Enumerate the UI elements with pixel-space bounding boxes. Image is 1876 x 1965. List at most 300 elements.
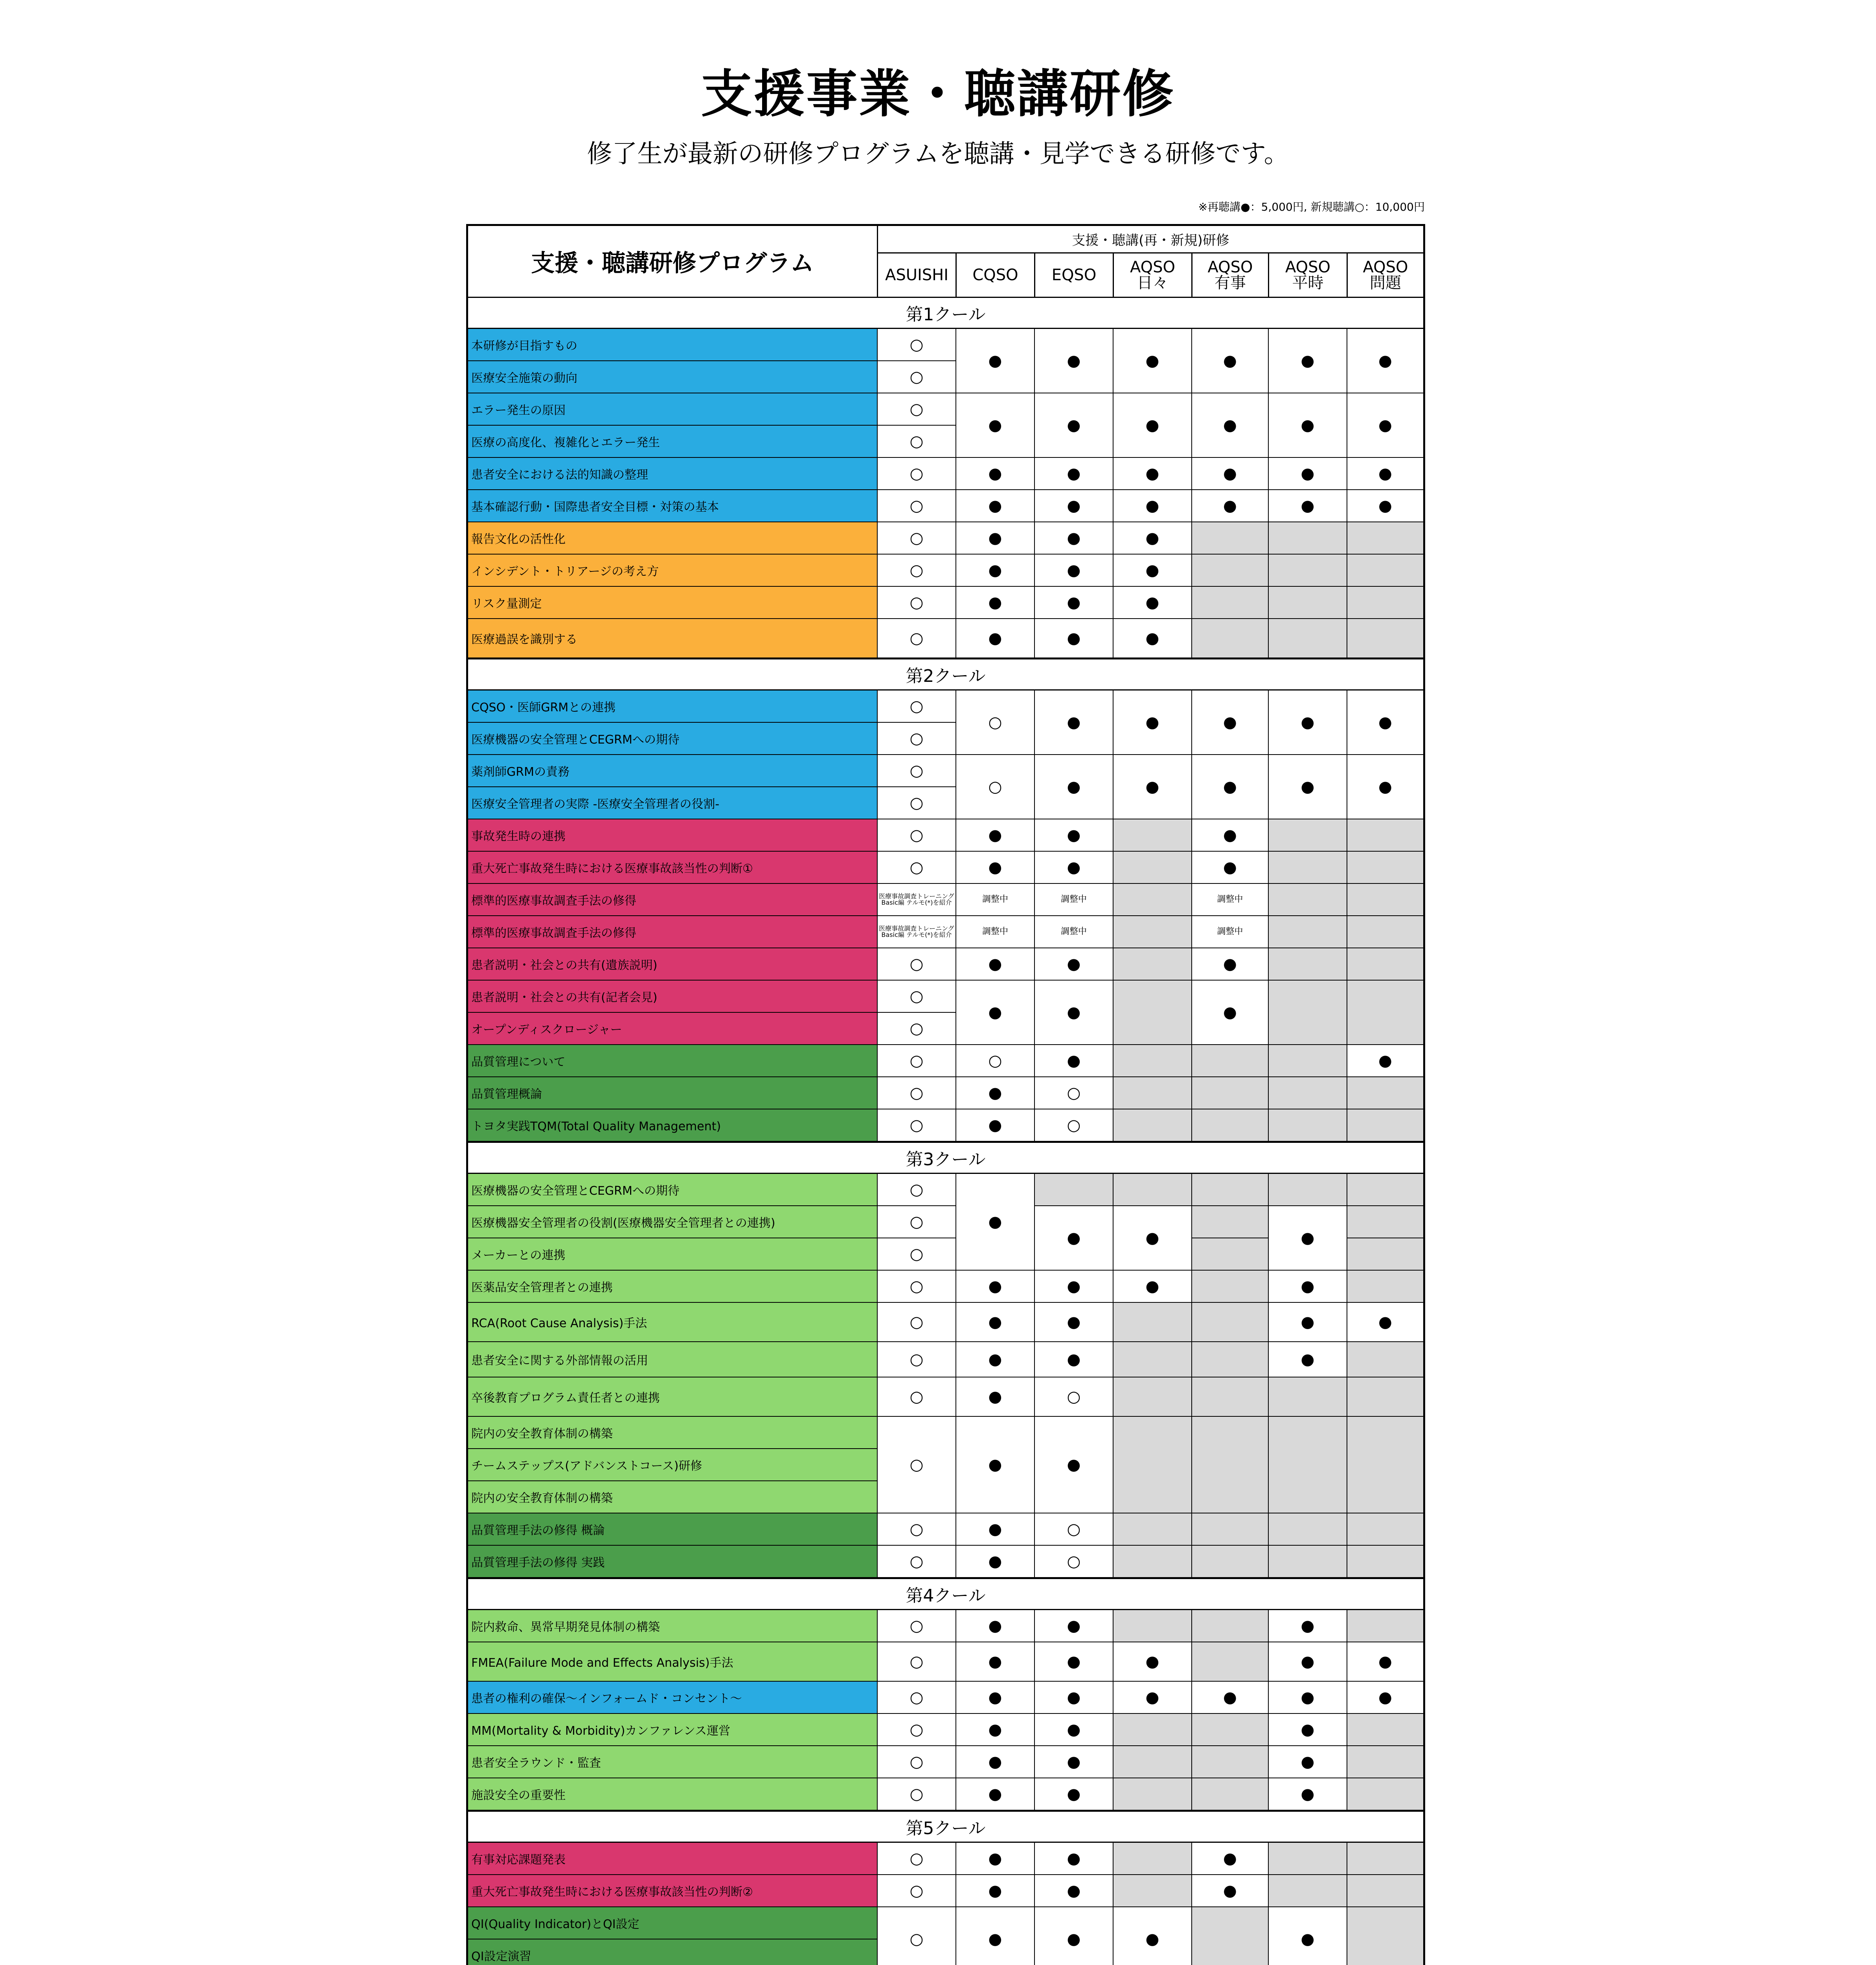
program-row: 医療機器安全管理者の役割(医療機器安全管理者との連携) [468, 1206, 877, 1238]
mark-filled: ● [1034, 458, 1113, 490]
mark-filled: ● [1347, 1303, 1423, 1342]
program-row: 患者安全ラウンド・監査 [468, 1746, 877, 1778]
program-row: リスク量測定 [468, 587, 877, 619]
mark-na [1347, 1546, 1423, 1578]
mark-filled: ● [1191, 981, 1268, 1045]
mark-open: ○ [877, 426, 955, 458]
program-row: 施設安全の重要性 [468, 1778, 877, 1811]
mark-na [1268, 1045, 1347, 1077]
mark-filled: ● [1113, 1206, 1191, 1271]
column-header: AQSO 問題 [1347, 253, 1423, 297]
mark-filled: ● [1034, 1875, 1113, 1907]
program-row: FMEA(Failure Mode and Effects Analysis)手法 [468, 1642, 877, 1682]
mark-na [1113, 1714, 1191, 1746]
mark-na [1113, 1546, 1191, 1578]
mark-open: ○ [877, 1907, 955, 1965]
group-header: 支援・聴講(再・新規)研修 [877, 226, 1423, 253]
program-row: 医薬品安全管理者との連携 [468, 1271, 877, 1303]
mark-open: ○ [877, 1546, 955, 1578]
mark-open: ○ [877, 1642, 955, 1682]
mark-filled: ● [1268, 1714, 1347, 1746]
program-row: 医療安全施策の動向 [468, 361, 877, 393]
mark-open: ○ [1034, 1109, 1113, 1142]
mark-filled: ● [1034, 1417, 1113, 1513]
mark-open: ○ [877, 1109, 955, 1142]
mark-filled: ● [1113, 1271, 1191, 1303]
mark-filled: ● [1034, 393, 1113, 458]
mark-filled: ● [1268, 1610, 1347, 1642]
mark-adjusting: 調整中 [955, 916, 1034, 948]
mark-filled: ● [955, 555, 1034, 587]
mark-na [1268, 1546, 1347, 1578]
mark-filled: ● [955, 490, 1034, 522]
mark-open: ○ [877, 1238, 955, 1271]
mark-na [1191, 1109, 1268, 1142]
mark-na [1268, 852, 1347, 884]
mark-filled: ● [1113, 587, 1191, 619]
mark-filled: ● [1034, 1610, 1113, 1642]
mark-filled: ● [1034, 522, 1113, 555]
mark-na [1347, 948, 1423, 981]
mark-filled: ● [1268, 1206, 1347, 1271]
mark-filled: ● [1034, 1303, 1113, 1342]
page-title: 支援事業・聴講研修 [701, 64, 1175, 124]
mark-na [1113, 1342, 1191, 1377]
program-row: 医療過誤を識別する [468, 619, 877, 658]
mark-open: ○ [955, 1045, 1034, 1077]
mark-na [1191, 1417, 1268, 1513]
mark-na [1034, 1174, 1113, 1206]
program-row: 薬剤師GRMの責務 [468, 755, 877, 787]
mark-na [1268, 948, 1347, 981]
mark-na [1347, 1271, 1423, 1303]
mark-open: ○ [877, 361, 955, 393]
page-subtitle: 修了生が最新の研修プログラムを聴講・見学できる研修です。 [587, 140, 1289, 169]
mark-filled: ● [1268, 1271, 1347, 1303]
mark-filled: ● [1268, 329, 1347, 393]
mark-na [1191, 1238, 1268, 1271]
mark-filled: ● [1191, 1682, 1268, 1714]
mark-note: 医療事故調査トレーニングBasic編 テルモ(*)を紹介 [877, 884, 955, 916]
mark-filled: ● [1034, 1342, 1113, 1377]
program-row: MM(Mortality & Morbidity)カンファレンス運営 [468, 1714, 877, 1746]
mark-na [1268, 916, 1347, 948]
program-row: 医療の高度化、複雑化とエラー発生 [468, 426, 877, 458]
program-row: 院内の安全教育体制の構築 [468, 1417, 877, 1449]
mark-filled: ● [1034, 490, 1113, 522]
mark-na [1347, 884, 1423, 916]
mark-filled: ● [955, 1610, 1034, 1642]
program-row: インシデント・トリアージの考え方 [468, 555, 877, 587]
mark-na [1268, 981, 1347, 1045]
program-row: QI設定演習 [468, 1939, 877, 1965]
mark-na [1191, 1377, 1268, 1417]
mark-open: ○ [877, 1682, 955, 1714]
mark-filled: ● [955, 1513, 1034, 1546]
mark-na [1347, 1610, 1423, 1642]
program-row: 医療機器の安全管理とCEGRMへの期待 [468, 1174, 877, 1206]
mark-na [1191, 1342, 1268, 1377]
mark-filled: ● [1347, 1682, 1423, 1714]
mark-na [1191, 1045, 1268, 1077]
mark-open: ○ [877, 1778, 955, 1811]
mark-adjusting: 調整中 [1034, 884, 1113, 916]
mark-open: ○ [877, 755, 955, 787]
mark-na [1347, 981, 1423, 1045]
mark-na [1347, 1746, 1423, 1778]
mark-open: ○ [877, 1045, 955, 1077]
mark-na [1191, 1271, 1268, 1303]
mark-na [1268, 555, 1347, 587]
mark-na [1191, 1714, 1268, 1746]
program-row: 医療安全管理者の実際 -医療安全管理者の役割- [468, 787, 877, 819]
mark-filled: ● [955, 819, 1034, 852]
mark-na [1347, 1907, 1423, 1965]
column-header: AQSO 有事 [1191, 253, 1268, 297]
mark-na [1191, 1778, 1268, 1811]
column-header: EQSO [1034, 253, 1113, 297]
program-header: 支援・聴講研修プログラム [531, 250, 814, 277]
mark-filled: ● [1034, 329, 1113, 393]
mark-open: ○ [877, 1077, 955, 1109]
mark-filled: ● [955, 1907, 1034, 1965]
mark-filled: ● [1268, 1642, 1347, 1682]
mark-na [1268, 1417, 1347, 1513]
mark-filled: ● [955, 1417, 1034, 1513]
mark-na [1113, 1778, 1191, 1811]
mark-filled: ● [1034, 1642, 1113, 1682]
mark-open: ○ [877, 1271, 955, 1303]
mark-filled: ● [955, 1271, 1034, 1303]
mark-na [1191, 555, 1268, 587]
mark-na [1268, 1377, 1347, 1417]
mark-na [1191, 522, 1268, 555]
mark-filled: ● [1034, 619, 1113, 658]
program-row: 患者安全における法的知識の整理 [468, 458, 877, 490]
mark-na [1191, 587, 1268, 619]
mark-filled: ● [955, 587, 1034, 619]
mark-filled: ● [1034, 1682, 1113, 1714]
mark-open: ○ [877, 1342, 955, 1377]
mark-filled: ● [1034, 948, 1113, 981]
mark-open: ○ [877, 1417, 955, 1513]
mark-na [1347, 1875, 1423, 1907]
mark-na [1347, 1109, 1423, 1142]
mark-open: ○ [877, 1875, 955, 1907]
mark-na [1113, 1077, 1191, 1109]
mark-filled: ● [955, 1077, 1034, 1109]
mark-filled: ● [1113, 555, 1191, 587]
mark-filled: ● [1034, 1271, 1113, 1303]
program-row: 品質管理手法の修得 概論 [468, 1513, 877, 1546]
mark-filled: ● [1034, 1045, 1113, 1077]
mark-filled: ● [1191, 819, 1268, 852]
program-row: 品質管理手法の修得 実践 [468, 1546, 877, 1578]
mark-na [1268, 1875, 1347, 1907]
mark-na [1347, 587, 1423, 619]
mark-note: 医療事故調査トレーニングBasic編 テルモ(*)を紹介 [877, 916, 955, 948]
mark-na [1268, 1109, 1347, 1142]
mark-filled: ● [955, 981, 1034, 1045]
mark-filled: ● [955, 393, 1034, 458]
mark-na [1113, 884, 1191, 916]
mark-na [1191, 1642, 1268, 1682]
program-row: 品質管理概論 [468, 1077, 877, 1109]
mark-open: ○ [877, 1714, 955, 1746]
mark-filled: ● [1191, 852, 1268, 884]
mark-filled: ● [1113, 490, 1191, 522]
mark-filled: ● [1268, 1907, 1347, 1965]
mark-filled: ● [1268, 1303, 1347, 1342]
mark-open: ○ [877, 981, 955, 1013]
mark-na [1347, 1513, 1423, 1546]
section-header: 第2クール [468, 658, 1423, 691]
mark-filled: ● [1034, 852, 1113, 884]
mark-filled: ● [1034, 587, 1113, 619]
mark-filled: ● [955, 948, 1034, 981]
mark-filled: ● [1268, 458, 1347, 490]
mark-open: ○ [877, 458, 955, 490]
mark-open: ○ [877, 691, 955, 723]
mark-filled: ● [955, 1778, 1034, 1811]
mark-open: ○ [877, 1610, 955, 1642]
mark-filled: ● [1034, 1907, 1113, 1965]
program-row: CQSO・医師GRMとの連携 [468, 691, 877, 723]
mark-filled: ● [1268, 490, 1347, 522]
mark-filled: ● [955, 1682, 1034, 1714]
mark-na [1191, 1303, 1268, 1342]
mark-open: ○ [877, 819, 955, 852]
program-row: オープンディスクロージャー [468, 1013, 877, 1045]
program-row: 患者安全に関する外部情報の活用 [468, 1342, 877, 1377]
mark-na [1113, 1109, 1191, 1142]
mark-na [1347, 1714, 1423, 1746]
mark-filled: ● [1191, 393, 1268, 458]
mark-na [1268, 522, 1347, 555]
price-note: ※再聴講●：5,000円, 新規聴講○：10,000円 [1198, 200, 1425, 213]
mark-na [1191, 1907, 1268, 1965]
mark-filled: ● [955, 1746, 1034, 1778]
mark-filled: ● [1034, 755, 1113, 819]
mark-filled: ● [1347, 755, 1423, 819]
mark-na [1347, 1843, 1423, 1875]
mark-open: ○ [1034, 1377, 1113, 1417]
program-row: 院内救命、異常早期発見体制の構築 [468, 1610, 877, 1642]
mark-filled: ● [1191, 1843, 1268, 1875]
mark-filled: ● [1113, 755, 1191, 819]
mark-filled: ● [1347, 458, 1423, 490]
mark-filled: ● [1268, 691, 1347, 755]
mark-open: ○ [877, 619, 955, 658]
mark-filled: ● [955, 1174, 1034, 1271]
mark-open: ○ [877, 587, 955, 619]
mark-na [1113, 948, 1191, 981]
mark-open: ○ [877, 393, 955, 426]
mark-filled: ● [1113, 329, 1191, 393]
program-row: RCA(Root Cause Analysis)手法 [468, 1303, 877, 1342]
program-row: 事故発生時の連携 [468, 819, 877, 852]
program-row: 標準的医療事故調査手法の修得 [468, 916, 877, 948]
mark-open: ○ [877, 1174, 955, 1206]
mark-adjusting: 調整中 [955, 884, 1034, 916]
mark-na [1347, 1417, 1423, 1513]
program-row: 品質管理について [468, 1045, 877, 1077]
mark-filled: ● [1113, 1682, 1191, 1714]
mark-na [1113, 1417, 1191, 1513]
mark-na [1268, 587, 1347, 619]
mark-na [1268, 619, 1347, 658]
program-row: 重大死亡事故発生時における医療事故該当性の判断② [468, 1875, 877, 1907]
column-header: AQSO 日々 [1113, 253, 1191, 297]
column-header: ASUISHI [877, 253, 955, 297]
mark-filled: ● [955, 1109, 1034, 1142]
mark-filled: ● [1113, 522, 1191, 555]
section-header: 第4クール [468, 1578, 1423, 1610]
mark-open: ○ [877, 852, 955, 884]
mark-na [1113, 1843, 1191, 1875]
mark-na [1347, 916, 1423, 948]
mark-na [1113, 1875, 1191, 1907]
mark-open: ○ [1034, 1546, 1113, 1578]
mark-na [1347, 1342, 1423, 1377]
mark-na [1191, 1077, 1268, 1109]
mark-open: ○ [877, 329, 955, 361]
program-row: 基本確認行動・国際患者安全目標・対策の基本 [468, 490, 877, 522]
mark-na [1113, 981, 1191, 1045]
section-header: 第5クール [468, 1811, 1423, 1843]
mark-na [1268, 1077, 1347, 1109]
mark-na [1191, 1610, 1268, 1642]
mark-na [1191, 619, 1268, 658]
mark-open: ○ [877, 1746, 955, 1778]
mark-na [1347, 1377, 1423, 1417]
mark-na [1191, 1513, 1268, 1546]
mark-filled: ● [1113, 691, 1191, 755]
mark-filled: ● [955, 522, 1034, 555]
mark-filled: ● [1034, 1778, 1113, 1811]
mark-filled: ● [1268, 755, 1347, 819]
program-row: QI(Quality Indicator)とQI設定 [468, 1907, 877, 1939]
program-row: メーカーとの連携 [468, 1238, 877, 1271]
mark-na [1347, 555, 1423, 587]
mark-filled: ● [955, 1714, 1034, 1746]
mark-open: ○ [877, 787, 955, 819]
mark-open: ○ [955, 691, 1034, 755]
mark-na [1113, 1610, 1191, 1642]
mark-na [1191, 1174, 1268, 1206]
mark-filled: ● [1191, 691, 1268, 755]
program-row: 医療機器の安全管理とCEGRMへの期待 [468, 723, 877, 755]
mark-filled: ● [1268, 1746, 1347, 1778]
mark-na [1347, 819, 1423, 852]
column-header: CQSO [955, 253, 1034, 297]
mark-filled: ● [1347, 1642, 1423, 1682]
program-table [466, 224, 1425, 1965]
section-header: 第1クール [468, 297, 1423, 329]
program-row: 患者の権利の確保～インフォームド・コンセント～ [468, 1682, 877, 1714]
program-row: 本研修が目指すもの [468, 329, 877, 361]
mark-filled: ● [1034, 819, 1113, 852]
mark-na [1268, 884, 1347, 916]
mark-na [1113, 1377, 1191, 1417]
mark-filled: ● [1191, 948, 1268, 981]
mark-filled: ● [1191, 490, 1268, 522]
program-row: 患者説明・社会との共有(遺族説明) [468, 948, 877, 981]
mark-open: ○ [877, 948, 955, 981]
mark-filled: ● [955, 1377, 1034, 1417]
mark-na [1347, 1174, 1423, 1206]
mark-na [1347, 1206, 1423, 1238]
mark-na [1113, 1174, 1191, 1206]
program-row: 卒後教育プログラム責任者との連携 [468, 1377, 877, 1417]
mark-filled: ● [1347, 329, 1423, 393]
mark-na [1347, 1077, 1423, 1109]
mark-open: ○ [877, 490, 955, 522]
program-row: 有事対応課題発表 [468, 1843, 877, 1875]
mark-filled: ● [1034, 981, 1113, 1045]
mark-na [1113, 1303, 1191, 1342]
mark-filled: ● [1034, 1206, 1113, 1271]
mark-filled: ● [1113, 393, 1191, 458]
mark-adjusting: 調整中 [1034, 916, 1113, 948]
mark-filled: ● [1347, 1045, 1423, 1077]
program-row: チームステップス(アドバンストコース)研修 [468, 1449, 877, 1481]
mark-na [1347, 522, 1423, 555]
mark-open: ○ [1034, 1513, 1113, 1546]
mark-filled: ● [955, 458, 1034, 490]
column-header: AQSO 平時 [1268, 253, 1347, 297]
section-header: 第3クール [468, 1142, 1423, 1174]
mark-filled: ● [955, 1875, 1034, 1907]
mark-filled: ● [955, 619, 1034, 658]
mark-filled: ● [1034, 1746, 1113, 1778]
program-row: 院内の安全教育体制の構築 [468, 1481, 877, 1513]
mark-filled: ● [1034, 555, 1113, 587]
mark-na [1347, 852, 1423, 884]
mark-filled: ● [1113, 1642, 1191, 1682]
mark-filled: ● [1191, 755, 1268, 819]
mark-filled: ● [1034, 1714, 1113, 1746]
mark-filled: ● [1268, 1682, 1347, 1714]
mark-filled: ● [1113, 1907, 1191, 1965]
program-row: 患者説明・社会との共有(記者会見) [468, 981, 877, 1013]
mark-open: ○ [877, 1206, 955, 1238]
mark-filled: ● [955, 1843, 1034, 1875]
mark-open: ○ [877, 1377, 955, 1417]
mark-filled: ● [955, 1642, 1034, 1682]
mark-filled: ● [1113, 458, 1191, 490]
mark-na [1268, 819, 1347, 852]
mark-open: ○ [877, 522, 955, 555]
mark-na [1113, 819, 1191, 852]
mark-filled: ● [1268, 1778, 1347, 1811]
mark-na [1113, 1746, 1191, 1778]
mark-open: ○ [877, 1303, 955, 1342]
mark-na [1191, 1546, 1268, 1578]
mark-open: ○ [877, 1513, 955, 1546]
mark-na [1268, 1174, 1347, 1206]
mark-na [1113, 852, 1191, 884]
mark-filled: ● [955, 329, 1034, 393]
mark-na [1268, 1843, 1347, 1875]
mark-na [1191, 1746, 1268, 1778]
mark-adjusting: 調整中 [1191, 916, 1268, 948]
program-row: エラー発生の原因 [468, 393, 877, 426]
mark-filled: ● [955, 1342, 1034, 1377]
program-row: 報告文化の活性化 [468, 522, 877, 555]
mark-na [1113, 1513, 1191, 1546]
mark-na [1347, 1238, 1423, 1271]
